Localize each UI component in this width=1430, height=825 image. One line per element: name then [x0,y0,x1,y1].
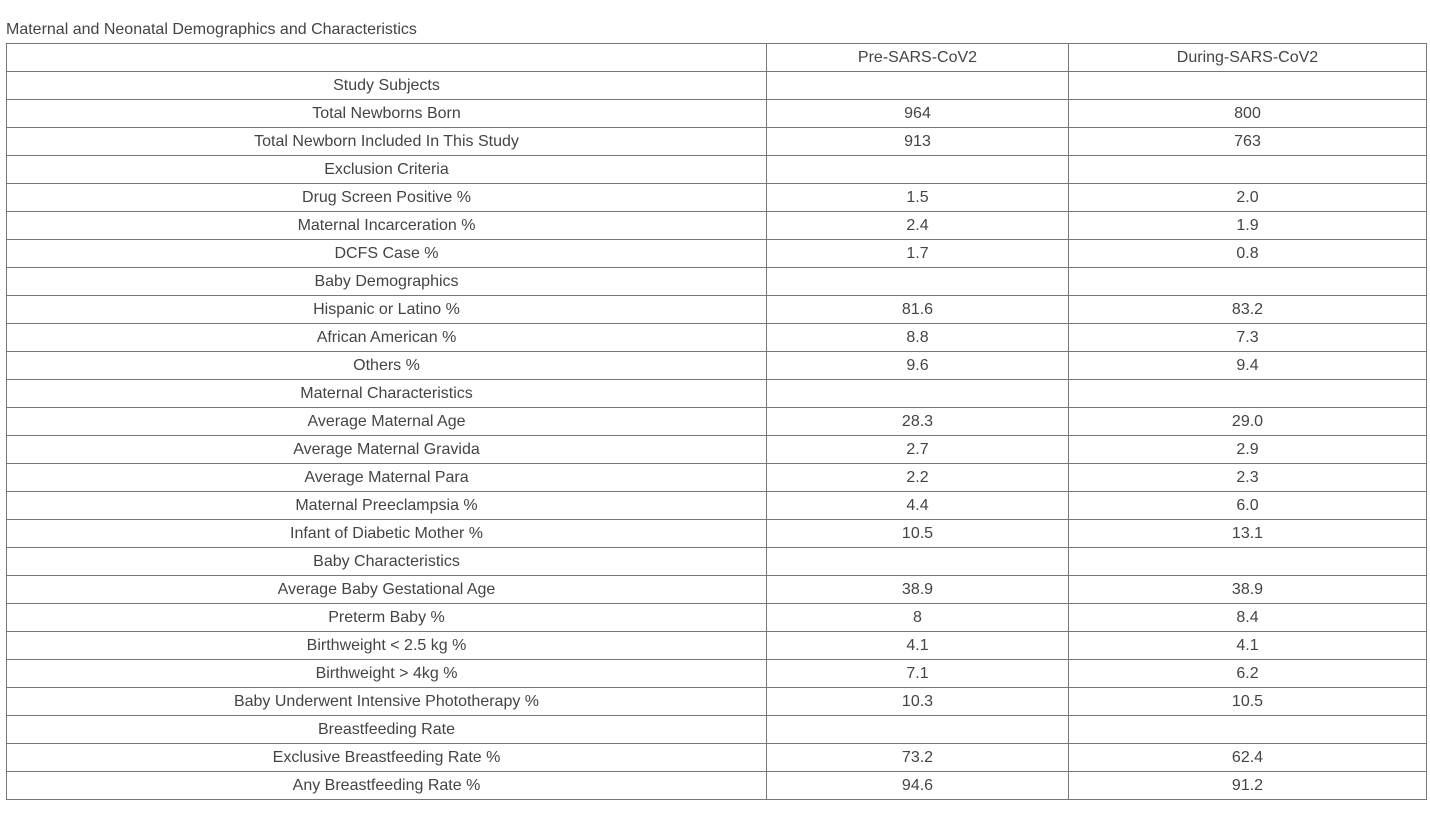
pre-sars-cov2-cell: 9.6 [767,352,1069,380]
table-row [7,408,1427,436]
table-row [7,716,1427,744]
table-row [7,324,1427,352]
table-row [7,660,1427,688]
table-row [7,464,1427,492]
during-sars-cov2-cell: 2.0 [1069,184,1427,212]
during-sars-cov2-cell: 800 [1069,100,1427,128]
during-sars-cov2-cell: 8.4 [1069,604,1427,632]
during-sars-cov2-cell: 0.8 [1069,240,1427,268]
table-row [7,604,1427,632]
table-row [7,156,1427,184]
row-label-cell: Birthweight > 4kg % [7,660,767,688]
pre-sars-cov2-cell: 94.6 [767,772,1069,800]
table-row [7,548,1427,576]
pre-sars-cov2-cell: 28.3 [767,408,1069,436]
table-title: Maternal and Neonatal Demographics and Characteristics [6,21,417,38]
during-sars-cov2-cell: 1.9 [1069,212,1427,240]
row-label-cell: Average Maternal Gravida [7,436,767,464]
pre-sars-cov2-cell: 4.4 [767,492,1069,520]
row-label-cell: Others % [7,352,767,380]
pre-sars-cov2-cell: 1.7 [767,240,1069,268]
during-sars-cov2-cell: 7.3 [1069,324,1427,352]
pre-sars-cov2-cell [767,72,1069,100]
table-row [7,744,1427,772]
pre-sars-cov2-cell [767,268,1069,296]
row-label-cell: Maternal Characteristics [7,380,767,408]
pre-sars-cov2-cell: 7.1 [767,660,1069,688]
table-row [7,268,1427,296]
row-label-cell: Infant of Diabetic Mother % [7,520,767,548]
during-sars-cov2-cell: 10.5 [1069,688,1427,716]
row-label-cell: Average Maternal Age [7,408,767,436]
during-sars-cov2-cell: 38.9 [1069,576,1427,604]
table-row [7,576,1427,604]
during-sars-cov2-cell: 9.4 [1069,352,1427,380]
table-row [7,100,1427,128]
row-label-cell: DCFS Case % [7,240,767,268]
row-label-cell: Baby Demographics [7,268,767,296]
during-sars-cov2-cell: 91.2 [1069,772,1427,800]
row-label-cell: Breastfeeding Rate [7,716,767,744]
row-label-cell: Hispanic or Latino % [7,296,767,324]
row-label-cell: Maternal Preeclampsia % [7,492,767,520]
header-cell-label [7,44,767,72]
row-label-cell: Exclusive Breastfeeding Rate % [7,744,767,772]
during-sars-cov2-cell [1069,716,1427,744]
pre-sars-cov2-cell: 2.7 [767,436,1069,464]
demographics-table [6,43,1427,800]
during-sars-cov2-cell: 83.2 [1069,296,1427,324]
table-row [7,212,1427,240]
during-sars-cov2-cell [1069,156,1427,184]
table-row [7,632,1427,660]
pre-sars-cov2-cell: 81.6 [767,296,1069,324]
pre-sars-cov2-cell [767,548,1069,576]
pre-sars-cov2-cell: 38.9 [767,576,1069,604]
during-sars-cov2-cell: 2.3 [1069,464,1427,492]
pre-sars-cov2-cell: 2.2 [767,464,1069,492]
during-sars-cov2-cell: 763 [1069,128,1427,156]
table-row [7,688,1427,716]
pre-sars-cov2-cell [767,380,1069,408]
table-row [7,492,1427,520]
during-sars-cov2-cell [1069,548,1427,576]
table-row [7,128,1427,156]
table-row [7,520,1427,548]
during-sars-cov2-cell [1069,380,1427,408]
row-label-cell: Maternal Incarceration % [7,212,767,240]
row-label-cell: Preterm Baby % [7,604,767,632]
pre-sars-cov2-cell: 8 [767,604,1069,632]
pre-sars-cov2-cell: 1.5 [767,184,1069,212]
table-row [7,296,1427,324]
row-label-cell: Study Subjects [7,72,767,100]
header-cell-during-sars-cov2: During-SARS-CoV2 [1069,44,1427,72]
row-label-cell: Total Newborns Born [7,100,767,128]
pre-sars-cov2-cell: 964 [767,100,1069,128]
row-label-cell: Total Newborn Included In This Study [7,128,767,156]
row-label-cell: Drug Screen Positive % [7,184,767,212]
pre-sars-cov2-cell: 10.3 [767,688,1069,716]
header-row [7,44,1427,72]
table-row [7,240,1427,268]
during-sars-cov2-cell [1069,72,1427,100]
row-label-cell: Average Maternal Para [7,464,767,492]
row-label-cell: Average Baby Gestational Age [7,576,767,604]
table-row [7,72,1427,100]
during-sars-cov2-cell: 6.2 [1069,660,1427,688]
row-label-cell: Birthweight < 2.5 kg % [7,632,767,660]
pre-sars-cov2-cell: 913 [767,128,1069,156]
header-cell-pre-sars-cov2: Pre-SARS-CoV2 [767,44,1069,72]
pre-sars-cov2-cell: 8.8 [767,324,1069,352]
row-label-cell: Any Breastfeeding Rate % [7,772,767,800]
pre-sars-cov2-cell: 2.4 [767,212,1069,240]
pre-sars-cov2-cell: 10.5 [767,520,1069,548]
pre-sars-cov2-cell: 73.2 [767,744,1069,772]
pre-sars-cov2-cell [767,716,1069,744]
row-label-cell: Baby Characteristics [7,548,767,576]
during-sars-cov2-cell [1069,268,1427,296]
during-sars-cov2-cell: 13.1 [1069,520,1427,548]
table-row [7,380,1427,408]
during-sars-cov2-cell: 2.9 [1069,436,1427,464]
table-row [7,352,1427,380]
during-sars-cov2-cell: 62.4 [1069,744,1427,772]
pre-sars-cov2-cell [767,156,1069,184]
table-row [7,772,1427,800]
table-row [7,436,1427,464]
row-label-cell: Exclusion Criteria [7,156,767,184]
during-sars-cov2-cell: 6.0 [1069,492,1427,520]
table-row [7,184,1427,212]
during-sars-cov2-cell: 29.0 [1069,408,1427,436]
table-body [7,44,1427,800]
during-sars-cov2-cell: 4.1 [1069,632,1427,660]
pre-sars-cov2-cell: 4.1 [767,632,1069,660]
row-label-cell: African American % [7,324,767,352]
row-label-cell: Baby Underwent Intensive Phototherapy % [7,688,767,716]
